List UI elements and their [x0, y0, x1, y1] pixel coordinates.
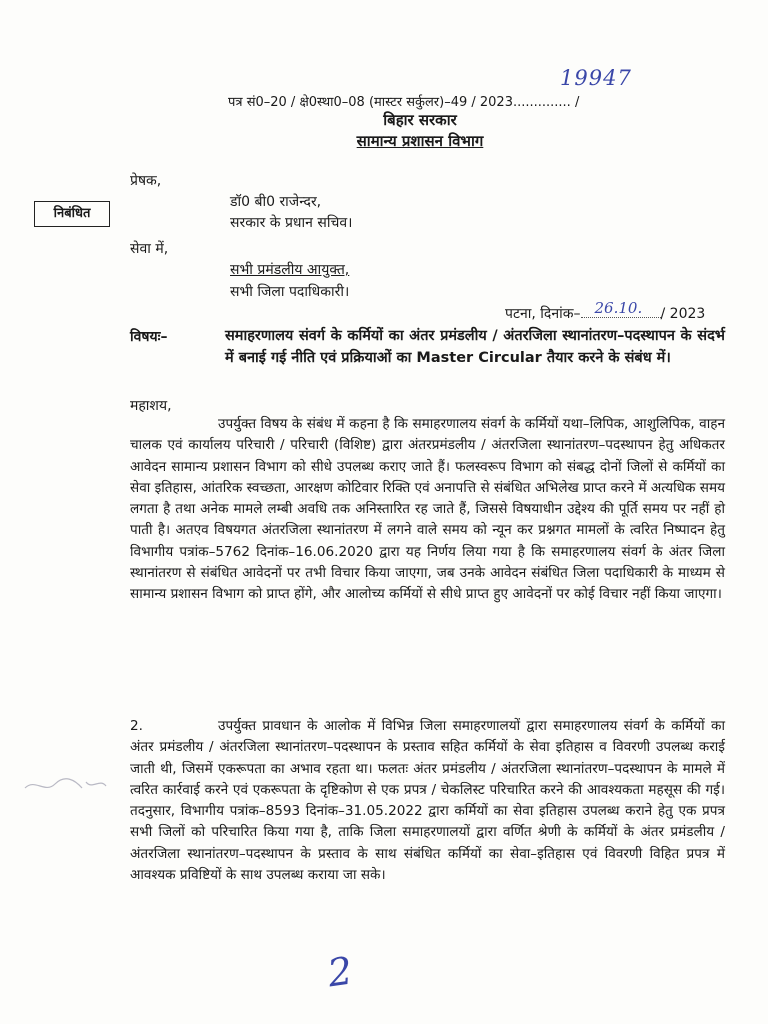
- government-title: बिहार सरकार: [383, 111, 457, 129]
- subject-text: समाहरणालय संवर्ग के कर्मियों का अंतर प्रमंडलीय / अंतरजिला स्थानांतरण–पदस्थापन के संदर्भ में बनाई गई नीति एवं प्रक्रियाओं का Master Circular तैयार करने के संबंध में।: [225, 328, 725, 366]
- recipient-line-1: सभी प्रमंडलीय आयुक्त,: [230, 262, 350, 278]
- paragraph-2: [130, 716, 725, 886]
- handwritten-letter-number: 19947: [560, 66, 632, 90]
- recipient-line-2: सभी जिला पदाधिकारी।: [230, 284, 350, 300]
- sender-designation: सरकार के प्रधान सचिव।: [230, 215, 353, 231]
- date-fill-line: [581, 299, 661, 318]
- sender-name: डॉ0 बी0 राजेन्दर,: [230, 194, 322, 210]
- place-date-prefix: पटना, दिनांक–: [505, 306, 581, 322]
- sender-label: प्रेषक,: [130, 173, 162, 189]
- handwritten-date: 26.10.: [594, 299, 643, 317]
- restricted-stamp: निबंधित: [34, 201, 110, 227]
- salutation: महाशय,: [130, 398, 172, 414]
- paragraph-2-number: 2.: [130, 718, 143, 734]
- place-date-suffix: / 2023: [660, 306, 706, 322]
- subject-label: विषयः–: [130, 329, 168, 345]
- reference-line: पत्र सं0–20 / क्षे0स्था0–08 (मास्टर सर्कुलर)–49 / 2023.............. /: [228, 95, 580, 110]
- place-date: [505, 299, 706, 323]
- department-title: सामान्य प्रशासन विभाग: [356, 132, 484, 150]
- recipient-label: सेवा में,: [130, 241, 169, 257]
- paragraph-2-text: उपर्युक्त प्रावधान के आलोक में विभिन्न जिला समाहरणालयों द्वारा समाहरणालय संवर्ग के कर्मियों का अंतर प्रमंडलीय / अंतरजिला स्थानांतरण–पदस्थापन के प्रस्ताव सहित कर्मियों के सेवा इतिहास व विवरणी उपलब्ध कराई जाती थी, जिसमें एकरूपता का अभाव रहता था। फलतः अंतर प्रमंडलीय / अंतरजिला स्थानांतरण–पदस्थापन के मामले में त्वरित कार्रवाई करने एवं एकरूपता के दृष्टिकोण से एक प्रपत्र / चेकलिस्ट परिचारित करने की आवश्यकता महसूस की गई। तदनुसार, विभागीय पत्रांक–8593 दिनांक–31.05.2022 द्वारा कर्मियों का सेवा इतिहास उपलब्ध कराने हेतु एक प्रपत्र सभी जिलों को परिचारित किया गया है, ताकि जिला समाहरणालयों द्वारा वर्णित श्रेणी के कर्मियों के अंतर प्रमंडलीय / अंतरजिला स्थानांतरण–पदस्थापन के प्रस्ताव के साथ संबंधित कर्मियों का सेवा–इतिहास एवं विवरणी विहित प्रपत्र में आवश्यक प्रविष्टियों के साथ उपलब्ध कराया जा सके।: [130, 718, 725, 884]
- margin-scribble: [20, 770, 110, 800]
- handwritten-page-number: 2: [325, 948, 356, 996]
- paragraph-1: उपर्युक्त विषय के संबंध में कहना है कि समाहरणालय संवर्ग के कर्मियों यथा–लिपिक, आशुलिपिक, वाहन चालक एवं कार्यालय परिचारी / परिचारी (विशिष्ट) द्वारा अंतरप्रमंडलीय / अंतरजिला स्थानांतरण–पदस्थापन हेतु अधिकतर आवेदन सामान्य प्रशासन विभाग को सीधे उपलब्ध कराए जाते हैं। फलस्वरूप विभाग को संबद्ध दोनों जिलों से कर्मियों का सेवा इतिहास, आंतरिक स्वच्छता, आरक्षण कोटिवार रिक्ति एवं अनापत्ति से संबंधित अभिलेख प्राप्त करने में अत्यधिक समय लगता है तथा अनेक मामले लम्बी अवधि तक अनिस्तारित रह जाते हैं, जिससे विषयाधीन उद्देश्य की पूर्ति समय पर नहीं हो पाती है। अतएव विषयगत अंतरजिला स्थानांतरण में लगने वाले समय को न्यून कर प्रश्नगत मामलों के त्वरित निष्पादन हेतु विभागीय पत्रांक–5762 दिनांक–16.06.2020 द्वारा यह निर्णय लिया गया है कि समाहरणालय संवर्ग के अंतर जिला स्थानांतरण से संबंधित आवेदनों पर तभी विचार किया जाएगा, जब उनके आवेदन संबंधित जिला पदाधिकारी के माध्यम से सामान्य प्रशासन विभाग को प्राप्त होंगे, और आलोच्य कर्मियों से सीधे प्राप्त हुए आवेदनों पर कोई विचार नहीं किया जाएगा।: [130, 416, 725, 603]
